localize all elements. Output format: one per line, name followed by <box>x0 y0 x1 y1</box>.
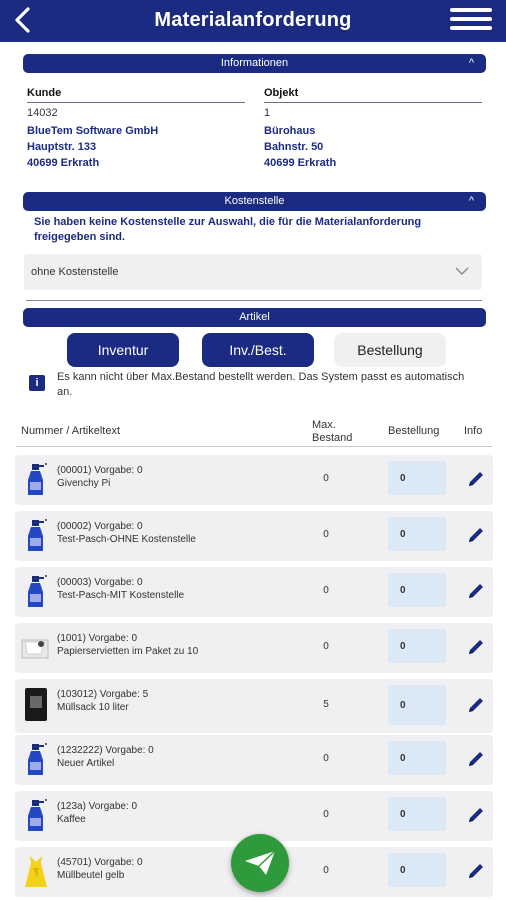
cost-center-select[interactable] <box>24 254 482 290</box>
order-quantity-input[interactable] <box>388 853 446 887</box>
pencil-edit-icon[interactable] <box>466 637 486 657</box>
order-quantity-value: 0 <box>400 700 406 711</box>
trash-bag-yellow-icon <box>21 854 51 890</box>
article-id-default: (45701) Vorgabe: 0 <box>57 857 143 868</box>
article-row <box>15 567 493 617</box>
article-text: Müllsack 10 liter <box>57 702 129 713</box>
article-row <box>15 511 493 561</box>
article-text: Kaffee <box>57 814 86 825</box>
order-quantity-input[interactable] <box>388 741 446 775</box>
order-quantity-input[interactable] <box>388 797 446 831</box>
pencil-edit-icon[interactable] <box>466 525 486 545</box>
customer-city: 40699 Erkrath <box>27 157 100 169</box>
trash-bag-black-icon <box>21 686 51 722</box>
customer-name: BlueTem Software GmbH <box>27 125 159 137</box>
cost-center-message: Sie haben keine Kostenstelle zur Auswahl, die für die Materialanforderung freigegeben sind. <box>34 216 422 243</box>
spray-bottle-icon <box>21 798 51 834</box>
order-quantity-input[interactable] <box>388 685 446 725</box>
section-header-artikel <box>23 308 486 327</box>
spray-bottle-icon <box>21 518 51 554</box>
order-quantity-value: 0 <box>400 529 406 540</box>
column-header-max-bestand <box>312 419 352 445</box>
hamburger-menu-icon[interactable] <box>450 8 492 34</box>
article-text: Neuer Artikel <box>57 758 115 769</box>
info-icon: i <box>29 375 45 391</box>
send-order-button[interactable] <box>231 834 289 892</box>
article-row <box>15 455 493 505</box>
pencil-edit-icon[interactable] <box>466 695 486 715</box>
order-quantity-value: 0 <box>400 753 406 764</box>
max-stock-value: 0 <box>323 753 329 764</box>
object-name: Bürohaus <box>264 125 316 137</box>
object-number: 1 <box>264 107 271 119</box>
article-id-default: (103012) Vorgabe: 5 <box>57 689 149 700</box>
customer-street: Hauptstr. 133 <box>27 141 97 153</box>
spray-bottle-icon <box>21 742 51 778</box>
order-quantity-value: 0 <box>400 473 406 484</box>
article-id-default: (1001) Vorgabe: 0 <box>57 633 138 644</box>
chevron-up-icon: ^ <box>468 57 474 69</box>
order-quantity-value: 0 <box>400 641 406 652</box>
section-header-informationen[interactable] <box>23 54 486 73</box>
article-text: Test-Pasch-MIT Kostenstelle <box>57 590 185 601</box>
pencil-edit-icon[interactable] <box>466 805 486 825</box>
pencil-edit-icon[interactable] <box>466 861 486 881</box>
article-row <box>15 623 493 673</box>
chevron-up-icon: ^ <box>468 195 474 207</box>
article-row <box>15 735 493 785</box>
cost-center-select-value: ohne Kostenstelle <box>31 266 119 278</box>
divider <box>26 300 482 301</box>
max-stock-value: 0 <box>323 585 329 596</box>
object-city: 40699 Erkrath <box>264 157 337 169</box>
max-stock-value: 0 <box>323 809 329 820</box>
spray-bottle-icon <box>21 462 51 498</box>
napkin-pack-icon <box>21 630 51 666</box>
customer-block <box>27 87 245 171</box>
article-id-default: (123a) Vorgabe: 0 <box>57 801 138 812</box>
article-row <box>15 679 493 733</box>
column-header-max-line2: Bestand <box>312 432 353 444</box>
article-text: Test-Pasch-OHNE Kostenstelle <box>57 534 196 545</box>
divider <box>264 102 482 103</box>
column-header-max-line1: Max. <box>312 419 336 431</box>
max-stock-value: 0 <box>323 641 329 652</box>
divider <box>27 102 245 103</box>
max-stock-value: 0 <box>323 473 329 484</box>
order-quantity-input[interactable] <box>388 461 446 495</box>
order-quantity-input[interactable] <box>388 517 446 551</box>
spray-bottle-icon <box>21 574 51 610</box>
article-text: Müllbeutel gelb <box>57 870 125 881</box>
object-label: Objekt <box>264 87 299 99</box>
section-title: Artikel <box>239 311 270 323</box>
object-street: Bahnstr. 50 <box>264 141 324 153</box>
column-header-nummer: Nummer / Artikeltext <box>21 425 121 437</box>
page-title: Materialanforderung <box>154 9 352 31</box>
article-text: Givenchy Pi <box>57 478 111 489</box>
max-stock-value: 0 <box>323 529 329 540</box>
chevron-down-icon <box>454 263 470 279</box>
section-header-kostenstelle[interactable] <box>23 192 486 211</box>
order-quantity-value: 0 <box>400 809 406 820</box>
pencil-edit-icon[interactable] <box>466 581 486 601</box>
article-id-default: (00001) Vorgabe: 0 <box>57 465 143 476</box>
order-quantity-input[interactable] <box>388 629 446 663</box>
section-title: Informationen <box>220 57 289 69</box>
order-quantity-value: 0 <box>400 585 406 596</box>
customer-label: Kunde <box>27 87 62 99</box>
tab-inv-best[interactable]: Inv./Best. <box>202 333 314 367</box>
order-quantity-value: 0 <box>400 865 406 876</box>
order-limit-note: Es kann nicht über Max.Bestand bestellt werden. Das System passt es automatisch an. <box>57 371 465 398</box>
pencil-edit-icon[interactable] <box>466 469 486 489</box>
customer-address <box>27 123 245 171</box>
section-title: Kostenstelle <box>224 195 285 207</box>
tab-inventur[interactable]: Inventur <box>67 333 179 367</box>
article-id-default: (00002) Vorgabe: 0 <box>57 521 143 532</box>
divider <box>16 446 492 447</box>
tab-bestellung[interactable]: Bestellung <box>334 333 446 367</box>
column-header-bestellung: Bestellung <box>388 425 440 437</box>
customer-number: 14032 <box>27 107 58 119</box>
object-block <box>264 87 482 171</box>
max-stock-value: 0 <box>323 865 329 876</box>
article-id-default: (00003) Vorgabe: 0 <box>57 577 143 588</box>
top-app-bar <box>0 0 506 42</box>
pencil-edit-icon[interactable] <box>466 749 486 769</box>
article-id-default: (1232222) Vorgabe: 0 <box>57 745 154 756</box>
object-address <box>264 123 482 171</box>
column-header-info: Info <box>464 425 483 437</box>
article-text: Papierservietten im Paket zu 10 <box>57 646 199 657</box>
order-quantity-input[interactable] <box>388 573 446 607</box>
max-stock-value: 5 <box>323 699 329 710</box>
paper-plane-send-icon <box>244 849 276 877</box>
